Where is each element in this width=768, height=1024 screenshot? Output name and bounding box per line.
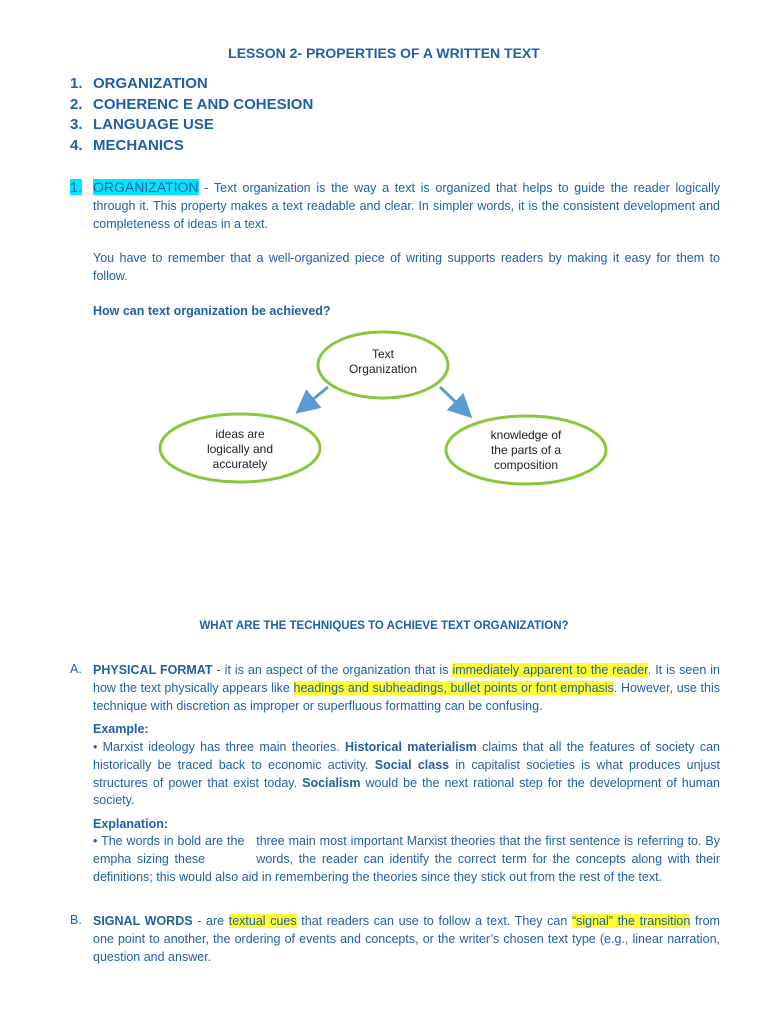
center-label-line: Text: [371, 347, 395, 361]
toc-item: 2. COHERENC E AND COHESION: [70, 95, 314, 113]
item-marker: A.: [70, 662, 82, 676]
toc-item: 1. ORGANIZATION: [70, 75, 208, 92]
explanation-label: Explanation:: [93, 817, 169, 831]
example-label: Example:: [93, 722, 149, 736]
toc-item: 4. MECHANICS: [70, 136, 184, 154]
left-label-line: ideas are: [215, 427, 265, 441]
example-paragraph: • Marxist ideology has three main theories. Historical materialism claims that all the features of society can historically be traced back to economic activity. Social class in capitalist societies is what produces unjust structures of power that exist today. Socialism would be the next rational step for the development of human society.: [93, 740, 720, 808]
arrow-left: [300, 387, 328, 410]
page-title: LESSON 2- PROPERTIES OF A WRITTEN TEXT: [228, 45, 540, 61]
organization-diagram: [150, 330, 620, 490]
right-label-line: knowledge of: [490, 428, 562, 442]
center-label-line: Organization: [348, 362, 418, 376]
section-organization-paragraph: ORGANIZATION - Text organization is the way a text is organized that helps to guide the reader logically through it. This property makes a text readable and clear. In simpler words, it is the consistent development and completeness of ideas in a text.: [93, 179, 720, 231]
section-heading: ORGANIZATION: [93, 179, 199, 195]
toc-item: 3. LANGUAGE USE: [70, 116, 214, 133]
signal-words-paragraph: SIGNAL WORDS - are textual cues that readers can use to follow a text. They can “signal” the transition from one point to another, the ordering of events and concepts, or the writer’s chosen text type (e.g., linear narration, question and answer.: [93, 914, 720, 964]
table-of-contents: [70, 74, 313, 156]
physical-format-paragraph: PHYSICAL FORMAT - it is an aspect of the organization that is immediately apparent to the reader. It is seen in how the text physically appears like headings and subheadings, bullet points or font emphasis. However, use this technique with discretion as improper or superfluous formatting can be confusing.: [93, 663, 721, 713]
left-label-line: logically and: [206, 442, 274, 456]
left-label-line: accurately: [212, 457, 268, 471]
reminder-paragraph: You have to remember that a well-organized piece of writing supports readers by making it easy for them to follow.: [93, 251, 720, 283]
techniques-heading: WHAT ARE THE TECHNIQUES TO ACHIEVE TEXT ORGANIZATION?: [199, 620, 569, 632]
right-label-line: the parts of a: [490, 443, 562, 457]
section-number: 1.: [70, 179, 82, 195]
explanation-paragraph: • The words in bold are the three main most important Marxist theories that the first sentence is referring to. By empha sizing these words, the reader can identify the correct term for the concepts along with their definitions; this would also aid in remembering the theories since they stick out from the rest of the text.: [93, 834, 724, 884]
question-heading: How can text organization be achieved?: [93, 304, 331, 318]
right-label-line: composition: [493, 458, 559, 472]
item-marker: B.: [70, 913, 82, 927]
arrow-right: [440, 387, 468, 414]
